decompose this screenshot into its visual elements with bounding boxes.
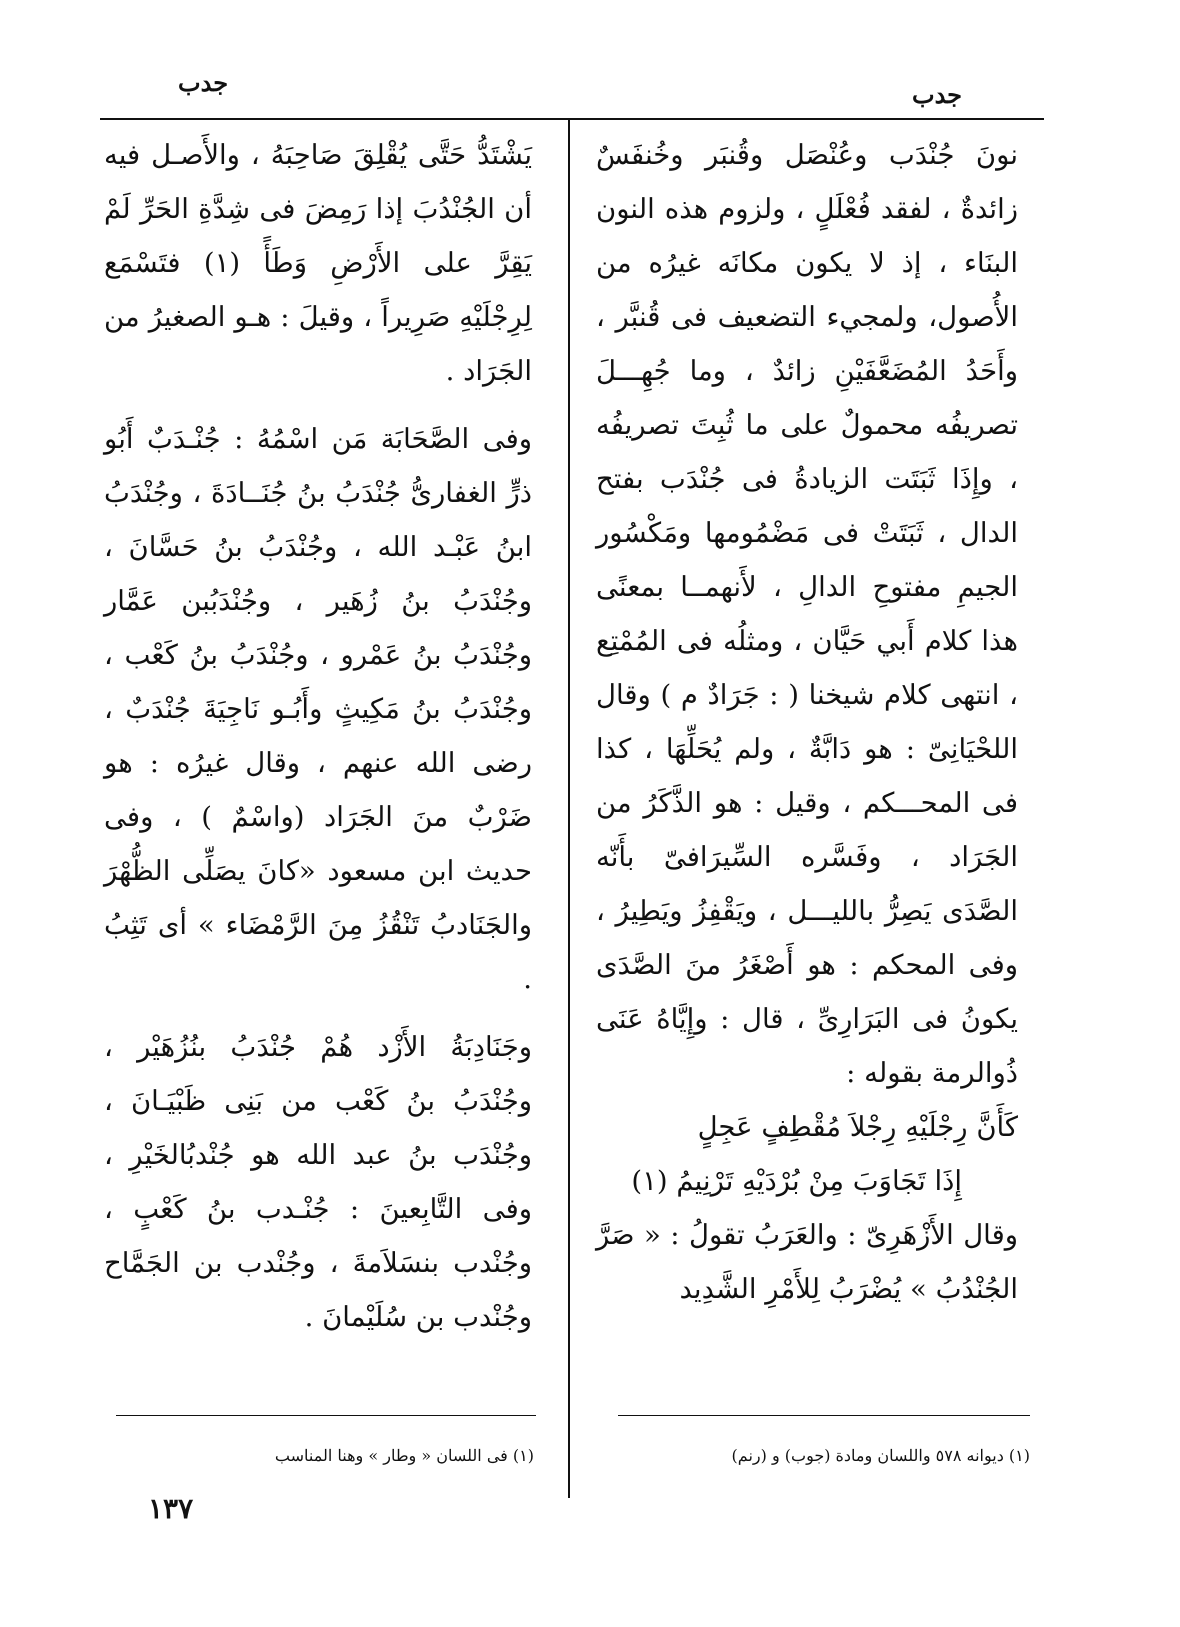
header-rule (100, 118, 1044, 120)
right-column-paragraph-after: وقال الأَزْهَرِىّ : والعَرَبُ تقولُ : « صَرَّ الجُنْدُبُ » يُضْرَبُ لِلأَمْرِ الشَّدِيد (596, 1219, 1018, 1305)
right-column (596, 128, 1018, 1316)
left-column (104, 128, 532, 1344)
footnote-right: (١) ديوانه ٥٧٨ واللسان ومادة (جوب) و (رنم) (731, 1446, 1030, 1465)
footnote-rule-right (618, 1415, 1030, 1416)
verse-line-1: كَأَنَّ رِجْلَيْهِ رِجْلاَ مُقْطِفٍ عَجِلٍ (697, 1111, 1018, 1143)
footnote-rule-left (116, 1415, 536, 1416)
left-column-paragraph-1: يَشْتَدُّ حَتَّى يُقْلِقَ صَاحِبَهُ ، والأَصـل فيه أن الجُنْدُبَ إذا رَمِضَ فى شِدَّةِ الحَرِّ لَمْ يَقِرَّ على الأَرْضِ وَطَأً (١) فتَسْمَع لِرِجْلَيْهِ صَرِيراً ، وقيلَ : هـو الصغيرُ من الجَرَاد . (104, 139, 532, 387)
footnote-left: (١) فى اللسان « وطار » وهنا المناسب (274, 1446, 534, 1465)
page-number: ١٣٧ (148, 1492, 194, 1525)
column-divider (568, 118, 570, 1498)
right-column-paragraph: نونَ جُنْدَب وعُنْصَل وقُنبَر وخُنفَسٌ زائدةٌ ، لفقد فُعْلَلٍ ، ولزوم هذه النون البنَاء ، إذ لا يكون مكانَه غيرُه من الأُصول، ولمجيء التضعيف فى قُنبَّر ، وأَحَدُ المُضَعَّفَيْنِ زائدٌ ، وما جُهِـــلَ تصريفُه محمولٌ على ما ثُبِتَ تصريفُه ، وإِذَا ثَبَتَت الزيادةُ فى جُنْدَب بفتح الدال ، ثَبَتَتْ فى مَضْمُومها ومَكْسُور الجيمِ مفتوحِ الدالِ ، لأَنهمــا بمعنًى هذا كلام أَبي حَيَّان ، ومثلُه فى المُمْتِع ، انتهى كلام شيخنا ( : جَرَادٌ م ) وقال اللحْيَانِىّ : هو دَابَّةٌ ، ولم يُحَلِّهَا ، كذا فى المحـــكم ، وقيل : هو الذَّكَرُ من الجَرَاد ، وفَسَّره السِّيرَافىّ بأَنّه الصَّدَى يَصِرُّ بالليـــل ، ويَقْفِزُ ويَطِيرُ ، وفى المحكم : هو أَصْغَرُ منَ الصَّدَى يكونُ فى البَرَارِىِّ ، قال : وإِيَّاهُ عَنَى ذُوالرمة بقوله : (596, 139, 1018, 1089)
running-header-right: جدب (911, 80, 962, 109)
left-column-paragraph-3: وجَنَادِبَةُ الأَزْد هُمْ جُنْدَبُ بنُزُهَيْر ، وجُنْدَبُ بنُ كَعْب من بَنِى ظَبْيَـانَ ، وجُنْدَب بنُ عبد الله هو جُنْدبُالخَيْرِ ، وفى التَّابِعينَ : جُنْـدب بنُ كَعْبٍ ، وجُنْدب بنسَلاَمةَ ، وجُنْدب بن الجَمَّاح وجُنْدب بن سُلَيْمانَ . (104, 1031, 532, 1333)
verse-line-2: إِذَا تَجَاوَبَ مِنْ بُرْدَيْهِ تَرْنِيمُ (١) (631, 1165, 962, 1197)
left-column-paragraph-2: وفى الصَّحَابَة مَن اسْمُهُ : جُنْـدَبٌ أَبُو ذرٍّ الغفارىُّ جُنْدَبُ بنُ جُنَــادَةَ ، وجُنْدَبُ ابنُ عَبْـد الله ، وجُنْدَبُ بنُ حَسَّانَ ، وجُنْدَبُ بنُ زُهَير ، وجُنْدَبُبن عَمَّار وجُنْدَبُ بنُ عَمْرو ، وجُنْدَبُ بنُ كَعْب ، وجُنْدَبُ بنُ مَكِيثٍ وأَبُـو نَاجِيَةَ جُنْدَبٌ ، رضى الله عنهم ، وقال غيرُه : هو ضَرْبٌ منَ الجَرَاد (واسْمٌ ) ، وفى حديث ابن مسعود «كانَ يصَلِّى الظُّهْرَ والجَنَادبُ تَنْقُزُ مِنَ الرَّمْضَاء » أى تَثِبُ . (104, 423, 532, 995)
running-header-left: جدب (178, 68, 229, 97)
